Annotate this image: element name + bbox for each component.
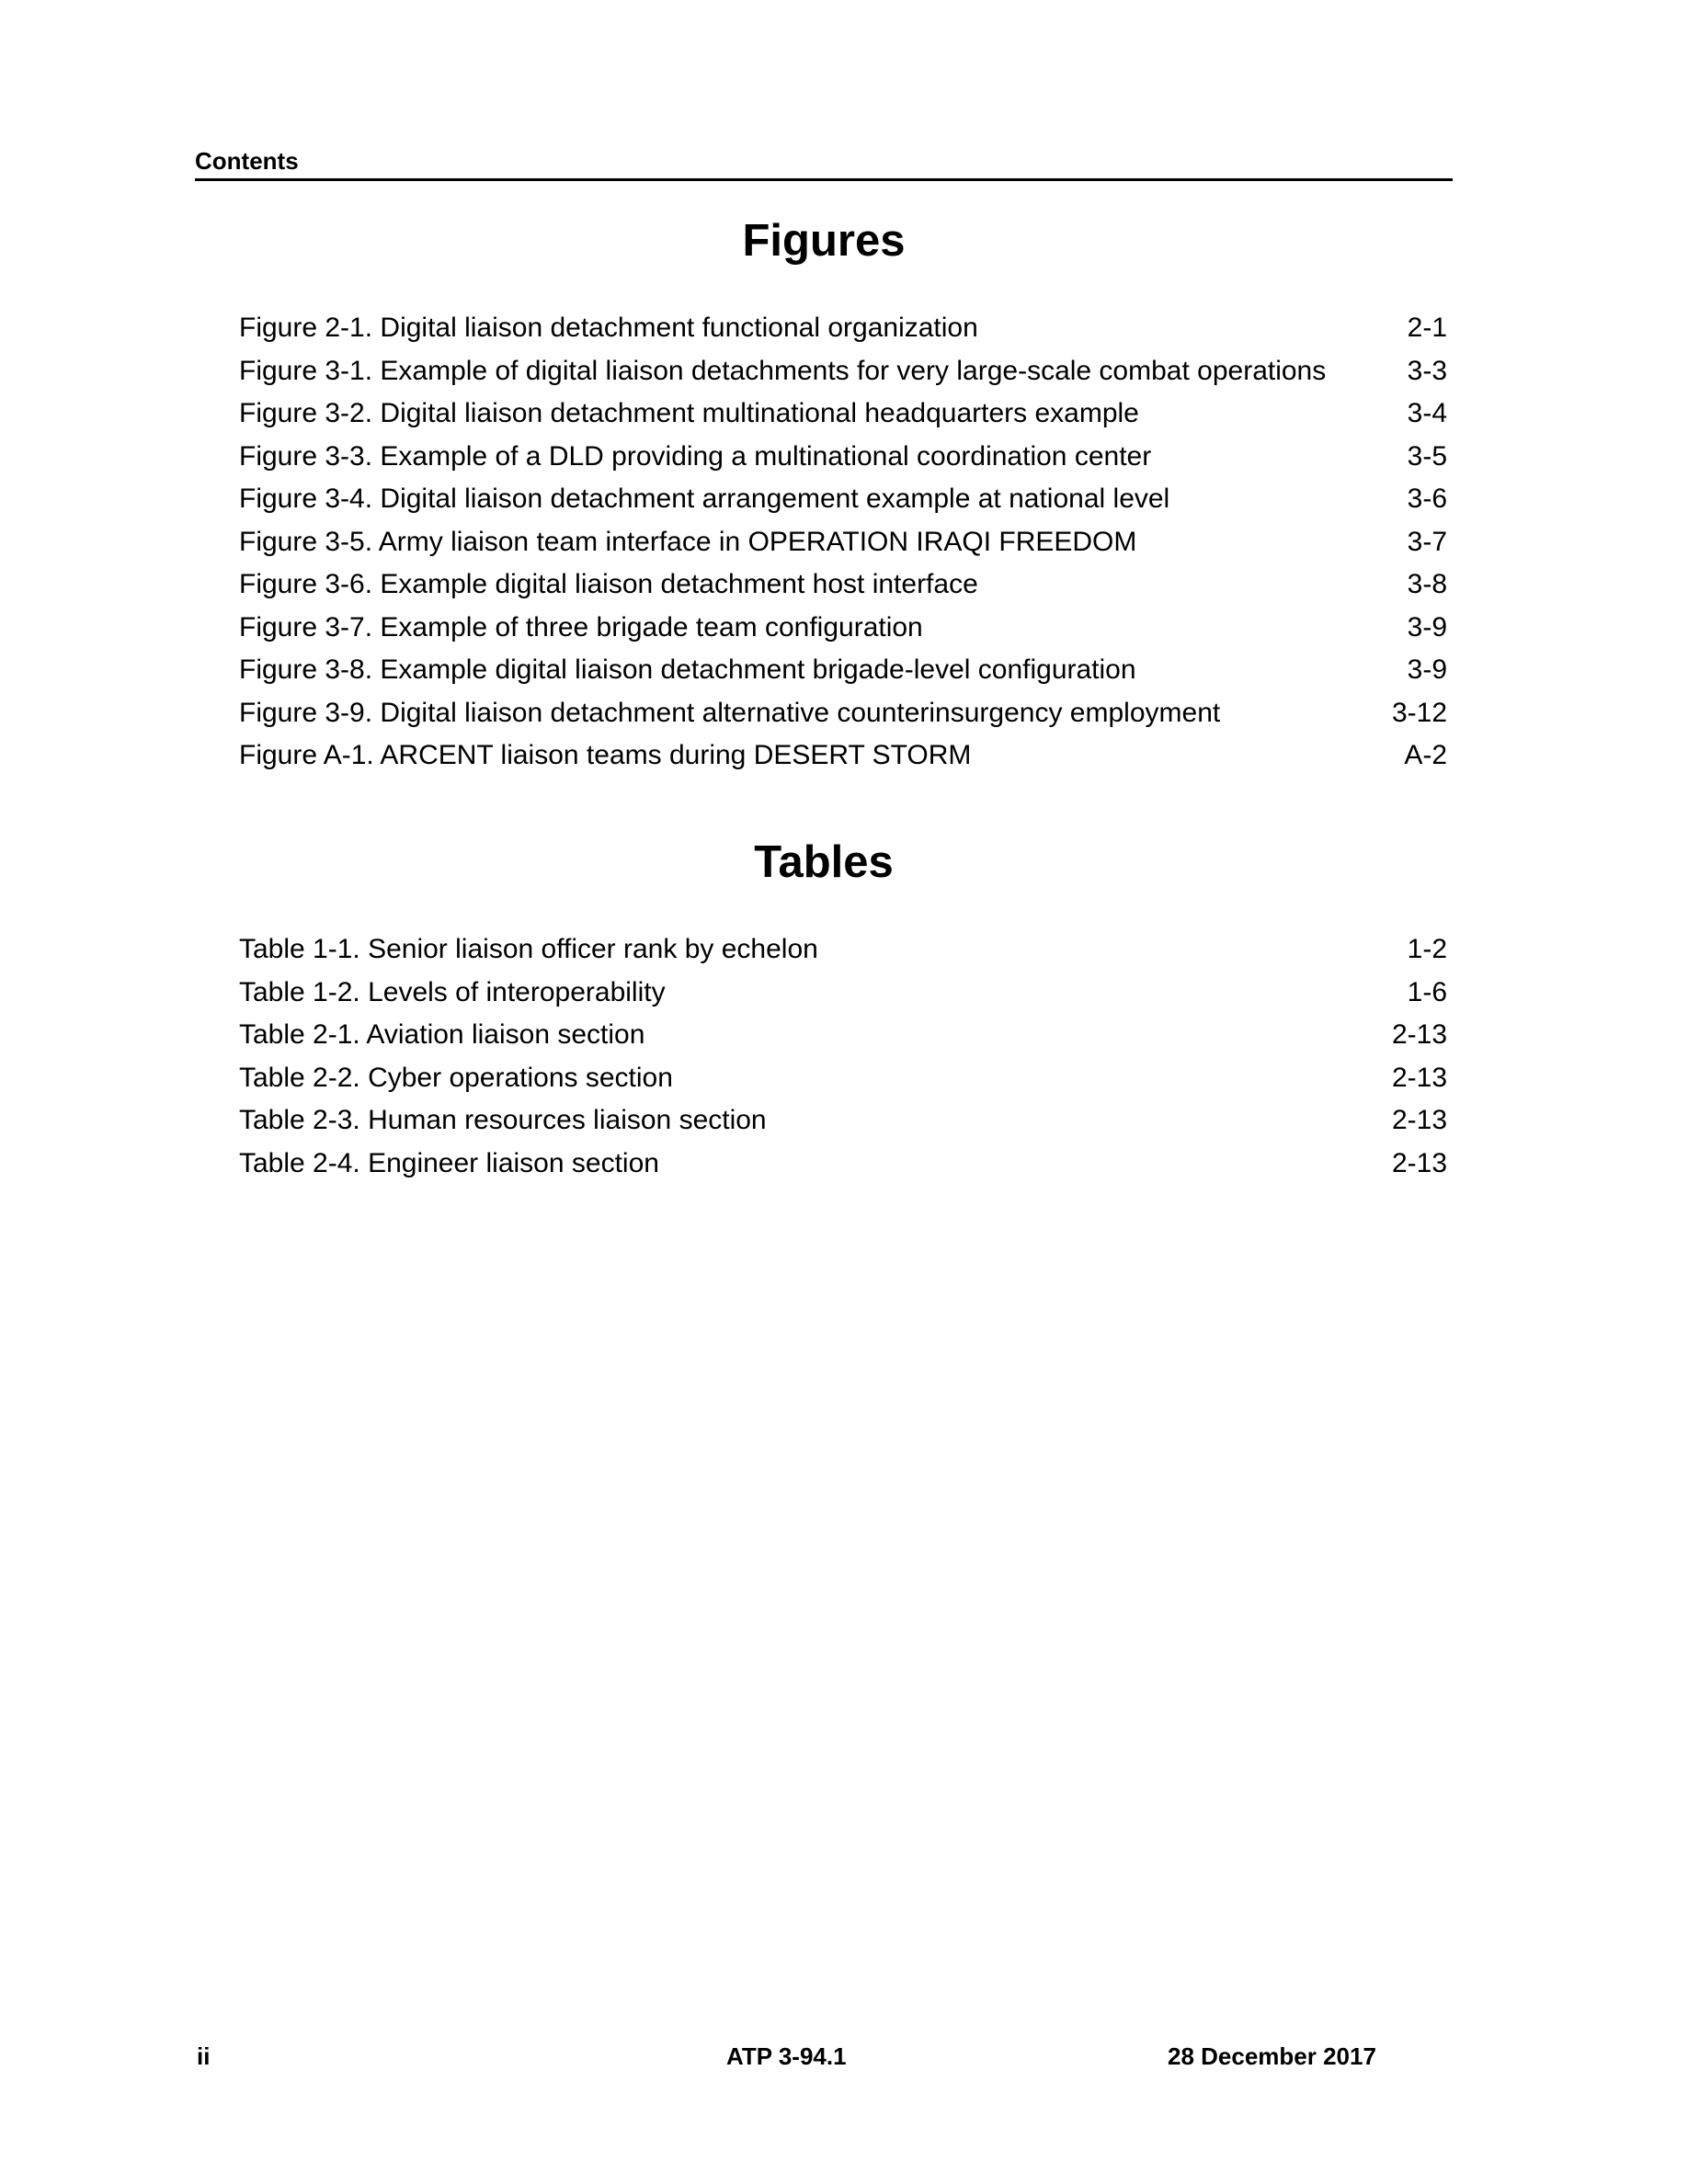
footer-date: 28 December 2017 (1168, 2042, 1376, 2070)
toc-entry[interactable] (239, 649, 1447, 692)
toc-entry-page: 1-6 (1407, 976, 1447, 1007)
toc-entry-title: Table 2-1. Aviation liaison section (239, 1019, 645, 1050)
toc-entry[interactable] (239, 1143, 1447, 1186)
toc-entry[interactable] (239, 1099, 1447, 1143)
toc-entry[interactable] (239, 607, 1447, 650)
toc-entry-title: Table 1-2. Levels of interoperability (239, 976, 666, 1007)
toc-entry-title: Table 1-1. Senior liaison officer rank by echelon (239, 934, 818, 964)
toc-entry[interactable] (239, 1057, 1447, 1100)
toc-entry-page: 3-12 (1391, 697, 1447, 728)
toc-entry-page: 3-9 (1407, 654, 1447, 685)
footer-publication: ATP 3-94.1 (726, 2042, 847, 2070)
toc-entry-page: 3-8 (1407, 569, 1447, 599)
toc-entry-page: 3-9 (1407, 611, 1447, 643)
toc-entry[interactable] (239, 928, 1447, 972)
toc-entry-page: 3-6 (1407, 483, 1447, 514)
toc-entry[interactable] (239, 972, 1447, 1015)
toc-entry-title: Figure 2-1. Digital liaison detachment functional organization (239, 313, 978, 343)
toc-entry-title: Table 2-4. Engineer liaison section (239, 1147, 659, 1178)
toc-entry-page: 3-3 (1407, 355, 1447, 386)
toc-entry-title: Figure A-1. ARCENT liaison teams during DESERT STORM (239, 740, 972, 770)
toc-entry-title: Table 2-3. Human resources liaison section (239, 1105, 767, 1135)
toc-entry[interactable] (239, 478, 1447, 521)
toc-entry[interactable] (239, 307, 1447, 350)
toc-entry-title: Figure 3-8. Example digital liaison detachment brigade-level configuration (239, 654, 1136, 685)
toc-entry-page: 2-13 (1391, 1019, 1447, 1050)
toc-entry-title: Figure 3-9. Digital liaison detachment alternative counterinsurgency employment (239, 697, 1221, 728)
header-label: Contents (195, 147, 299, 175)
toc-entry-title: Figure 3-1. Example of digital liaison detachments for very large-scale combat operations (239, 355, 1327, 386)
running-header (195, 147, 1453, 181)
toc-entry-title: Figure 3-5. Army liaison team interface in OPERATION IRAQI FREEDOM (239, 526, 1137, 557)
toc-entry-page: A-2 (1404, 740, 1447, 770)
toc-entry[interactable] (239, 563, 1447, 607)
toc-entry-title: Figure 3-2. Digital liaison detachment multinational headquarters example (239, 398, 1139, 428)
toc-entry-title: Figure 3-6. Example digital liaison detachment host interface (239, 569, 978, 599)
toc-entry-page: 2-13 (1391, 1062, 1447, 1093)
toc-entry[interactable] (239, 692, 1447, 735)
tables-list (239, 928, 1447, 1185)
toc-entry[interactable] (239, 1014, 1447, 1057)
toc-entry-page: 1-2 (1407, 934, 1447, 964)
toc-entry-title: Figure 3-7. Example of three brigade team configuration (239, 611, 923, 643)
tables-heading: Tables (754, 837, 894, 887)
footer-page-number: ii (197, 2042, 211, 2070)
toc-entry-page: 2-13 (1391, 1105, 1447, 1135)
toc-entry-page: 2-13 (1391, 1147, 1447, 1178)
toc-entry[interactable] (239, 521, 1447, 564)
toc-entry[interactable] (239, 436, 1447, 479)
toc-entry-page: 3-4 (1407, 398, 1447, 428)
toc-entry-title: Figure 3-4. Digital liaison detachment arrangement example at national level (239, 483, 1170, 514)
toc-entry-title: Table 2-2. Cyber operations section (239, 1062, 673, 1093)
toc-entry-page: 3-7 (1407, 526, 1447, 557)
toc-entry[interactable] (239, 734, 1447, 778)
toc-entry[interactable] (239, 350, 1447, 393)
figures-list (239, 307, 1447, 778)
toc-entry[interactable] (239, 392, 1447, 436)
figures-heading: Figures (742, 216, 906, 266)
toc-entry-title: Figure 3-3. Example of a DLD providing a multinational coordination center (239, 440, 1152, 472)
toc-entry-page: 2-1 (1407, 313, 1447, 343)
toc-entry-page: 3-5 (1407, 440, 1447, 472)
